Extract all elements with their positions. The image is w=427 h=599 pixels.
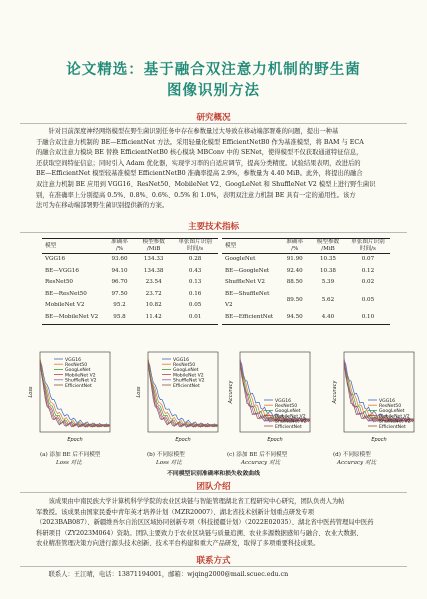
table-cell: VGG16	[45, 256, 66, 262]
table-cell: 10.38	[319, 267, 336, 274]
col-header: 单张图片识别 时间/s	[172, 239, 218, 254]
legend-label: ShuffleNet V2	[379, 419, 411, 425]
contact-rule	[20, 566, 407, 567]
table-cell: 95.2	[113, 302, 126, 309]
col-header: 单张图片识别 时间/s	[346, 239, 390, 254]
table-cell: 91.90	[286, 256, 303, 262]
legend-label: EfficientNet	[275, 424, 302, 430]
legend-label: EfficientNet	[173, 383, 200, 389]
abstract-line: 针对目前深度神经网络模型在野生菌识别任务中存在参数量过大导致在移动端部署难的问题，提出一种基	[48, 128, 339, 135]
table-cell: 134.33	[143, 256, 164, 262]
table-cell: 97.50	[111, 290, 128, 297]
legend-label: MobileNet V2	[173, 373, 204, 379]
legend-label: VGG16	[379, 398, 396, 404]
legend-label: GoogLeNet	[65, 368, 91, 374]
paper-title-line2: 图像识别方法	[167, 82, 260, 99]
abstract-line: 的融合双注意力模块 BE 替换 EfficientNetB0 核心模块 MBConv 中的 SENet，使得模型不仅获取通道特征信息，	[36, 149, 363, 157]
col-header: 模型	[222, 239, 279, 254]
abstract-line: 法可为在移动端部署野生菌识别提供新的方案。	[36, 202, 169, 210]
table-row	[222, 277, 390, 289]
y-axis-label: Loss	[28, 386, 34, 398]
caption-sub: Accuracy 对比	[241, 460, 281, 466]
team-line: 科研项目（ZY2023M064）资助。团队主要致力于农业区块链与质量追溯、农业多源数据感知与融合、农业大数据、	[36, 529, 363, 537]
table-cell: 0.43	[188, 267, 202, 274]
table-cell: 0.05	[188, 302, 202, 309]
caption-sub: Loss 对比	[156, 460, 182, 466]
col-header: 模型参数 /MiB	[135, 239, 172, 254]
table-header	[42, 239, 218, 254]
table-row	[42, 254, 218, 266]
table-cell: 0.16	[188, 290, 202, 297]
abstract-heading: 研究概况	[196, 113, 231, 123]
table-cell: 23.54	[145, 279, 162, 286]
table-cell: ResNet50	[45, 279, 73, 286]
legend-label: VGG16	[275, 398, 292, 404]
team-line: 农业精准管理决策方向进行源头技术创新、技术平台构建和重大产品研发，取得了多项重要科技成果。	[36, 540, 320, 548]
legend-label: ShuffleNet V2	[275, 419, 307, 425]
table-cell: BE—EfficientNet	[222, 312, 279, 324]
table-row	[42, 277, 218, 289]
team-line: 该成果由中南民族大学计算机科学学院的农业区块链与智能管理湖北省工程研究中心研究，团队负责人为帖	[48, 498, 345, 505]
abstract-line: 于融合双注意力机制的 BE—EfficientNet 方法。采用轻量化模型 EfficientNetB0 作为基准模型，将 BAM 与 ECA	[36, 138, 364, 146]
indicators-heading: 主要技术指标	[187, 222, 239, 232]
legend-label: VGG16	[65, 357, 82, 363]
table-cell: 5.62	[321, 296, 335, 303]
table-cell: 92.40	[286, 267, 303, 274]
legend-label: ResNet50	[275, 404, 298, 409]
caption-main: (c) 添加 BE 后不同模型	[227, 452, 288, 458]
legend-label: ShuffleNet V2	[173, 378, 205, 384]
table-header	[222, 239, 390, 254]
col-header: 模型	[42, 239, 104, 254]
table-cell: 0.07	[361, 256, 375, 262]
table-cell: 4.40	[310, 312, 346, 324]
table-cell: 0.05	[361, 296, 375, 303]
legend-label: EfficientNet	[65, 383, 92, 389]
abstract-line: 别，在准确率上分别提高 0.5%、0.8%、0.6%、0.5% 和 1.0%，表明双注意力机制 BE 具有一定的通用性。该方	[36, 191, 356, 199]
table-cell: 89.50	[286, 296, 303, 303]
col-header: 准确率 /%	[279, 239, 310, 254]
table-row	[222, 254, 390, 266]
legend-label: GoogLeNet	[173, 368, 199, 374]
table-cell: 0.01	[172, 312, 218, 324]
x-axis-label: Epoch	[371, 437, 387, 443]
table-cell: 134.38	[143, 267, 164, 274]
table-cell: 11.42	[135, 312, 172, 324]
abstract-line: 还获取空间特征信息；同时引入 Adam 优化器，实现学习率的自适应调节，提高分类精度。试验结果表明，改进后的	[36, 159, 361, 167]
legend-label: ResNet50	[65, 363, 88, 368]
table-cell: 5.39	[321, 279, 335, 286]
panel-d-caption	[333, 450, 376, 466]
indicators-table-right	[222, 238, 390, 325]
col-header: 模型参数 /MiB	[310, 239, 346, 254]
table-cell: BE—VGG16	[45, 267, 79, 274]
indicators-table-left	[42, 238, 218, 325]
table-cell: BE—ResNet50	[45, 290, 87, 297]
table-cell: 0.10	[346, 312, 390, 324]
x-axis-label: Epoch	[67, 437, 83, 443]
abstract-rule	[20, 123, 407, 124]
caption-main: (a) 添加 BE 后不同模型	[40, 452, 101, 458]
table-cell: BE—MobileNet V2	[42, 312, 104, 324]
legend-label: MobileNet V2	[275, 414, 306, 420]
table-cell: GoogleNet	[225, 256, 256, 262]
table-row	[42, 300, 218, 312]
caption-sub: Loss 对比	[56, 460, 82, 466]
table-cell: ShuffleNet V2	[225, 279, 265, 286]
panel-a-caption	[40, 450, 100, 466]
table-cell: 0.12	[361, 267, 375, 274]
abstract-line: BE—EfficientNet 模型较基准模型 EfficientNetB0 准确率提高 2.9%，参数量为 4.40 MiB。此外，将提出的融合	[36, 170, 363, 178]
paper-title-line1: 论文精选：基于融合双注意力机制的野生菌	[66, 61, 361, 78]
table-cell: 94.50	[279, 312, 310, 324]
table-cell: 96.70	[111, 279, 128, 286]
legend-label: ShuffleNet V2	[65, 378, 97, 384]
col-header: 准确率 /%	[104, 239, 135, 254]
panel-b-caption	[147, 450, 185, 466]
caption-main: (d) 不同原模型	[333, 452, 371, 458]
table-cell: 0.02	[361, 279, 375, 286]
x-axis-label: Epoch	[175, 437, 191, 443]
y-axis-label: Accuracy	[332, 380, 338, 404]
contact-text: 联系人：王江晴，电话：13871194001，邮箱：wjqing2000@mail.scuec.edu.cn	[48, 571, 289, 578]
contact-heading: 联系方式	[196, 556, 231, 566]
abstract-paragraph	[36, 127, 392, 212]
team-rule	[20, 492, 407, 493]
table-cell: BE—GoogleNet	[225, 267, 270, 274]
team-heading: 团队介绍	[196, 482, 231, 492]
legend-label: ResNet50	[379, 404, 402, 409]
legend-label: VGG16	[173, 357, 190, 363]
table-cell: BE—ShuffleNet V2	[225, 290, 270, 309]
table-cell: 94.10	[111, 267, 128, 274]
table-row	[42, 266, 218, 278]
table-cell: 0.13	[188, 279, 202, 286]
legend-label: GoogLeNet	[275, 409, 301, 415]
x-axis-label: Epoch	[267, 437, 283, 443]
legend-label: ResNet50	[173, 363, 196, 368]
table-cell: 88.50	[286, 279, 303, 286]
table-row	[222, 312, 390, 324]
curves-figure	[0, 346, 427, 456]
team-line: （2023BAB087）、新疆维吾尔自治区区域协同创新专项（科技援疆计划）（2022E02035）、湖北省中医药管理局中医药	[36, 519, 374, 527]
abstract-line: 双注意力机制 BE 应用到 VGG16、ResNet50、MobileNet V2、GoogLeNet 和 ShuffleNet V2 模型上进行野生菌识	[36, 180, 376, 188]
y-axis-label: Loss	[136, 386, 142, 398]
legend-label: MobileNet V2	[65, 373, 96, 379]
table-cell: 10.82	[145, 302, 162, 309]
table-cell: MobileNet V2	[45, 302, 85, 309]
table-row	[222, 289, 390, 312]
table-cell: 0.28	[188, 256, 202, 262]
table-cell: 95.8	[104, 312, 135, 324]
table-cell: 10.35	[319, 256, 336, 262]
team-line: 军教授。该成果由国家民委中青年英才培养计划（MZR20007）、湖北省技术创新计划重点研发专项	[36, 508, 315, 516]
legend-label: EfficientNet	[379, 424, 406, 430]
legend-label: MobileNet V2	[379, 414, 410, 420]
table-cell: 23.72	[145, 290, 162, 297]
caption-main: (b) 不同原模型	[147, 452, 185, 458]
table-row	[42, 312, 218, 324]
table-row	[222, 266, 390, 278]
legend-label: GoogLeNet	[379, 409, 405, 415]
indicators-rule	[20, 232, 407, 233]
table-cell: 93.60	[111, 256, 128, 262]
y-axis-label: Accuracy	[228, 380, 234, 404]
figure-title: 不同模型识别准确率和损失收敛曲线	[167, 471, 260, 477]
panel-c-caption	[227, 450, 287, 466]
team-paragraph	[36, 497, 392, 550]
table-row	[42, 289, 218, 301]
caption-sub: Accuracy 对比	[337, 460, 377, 466]
